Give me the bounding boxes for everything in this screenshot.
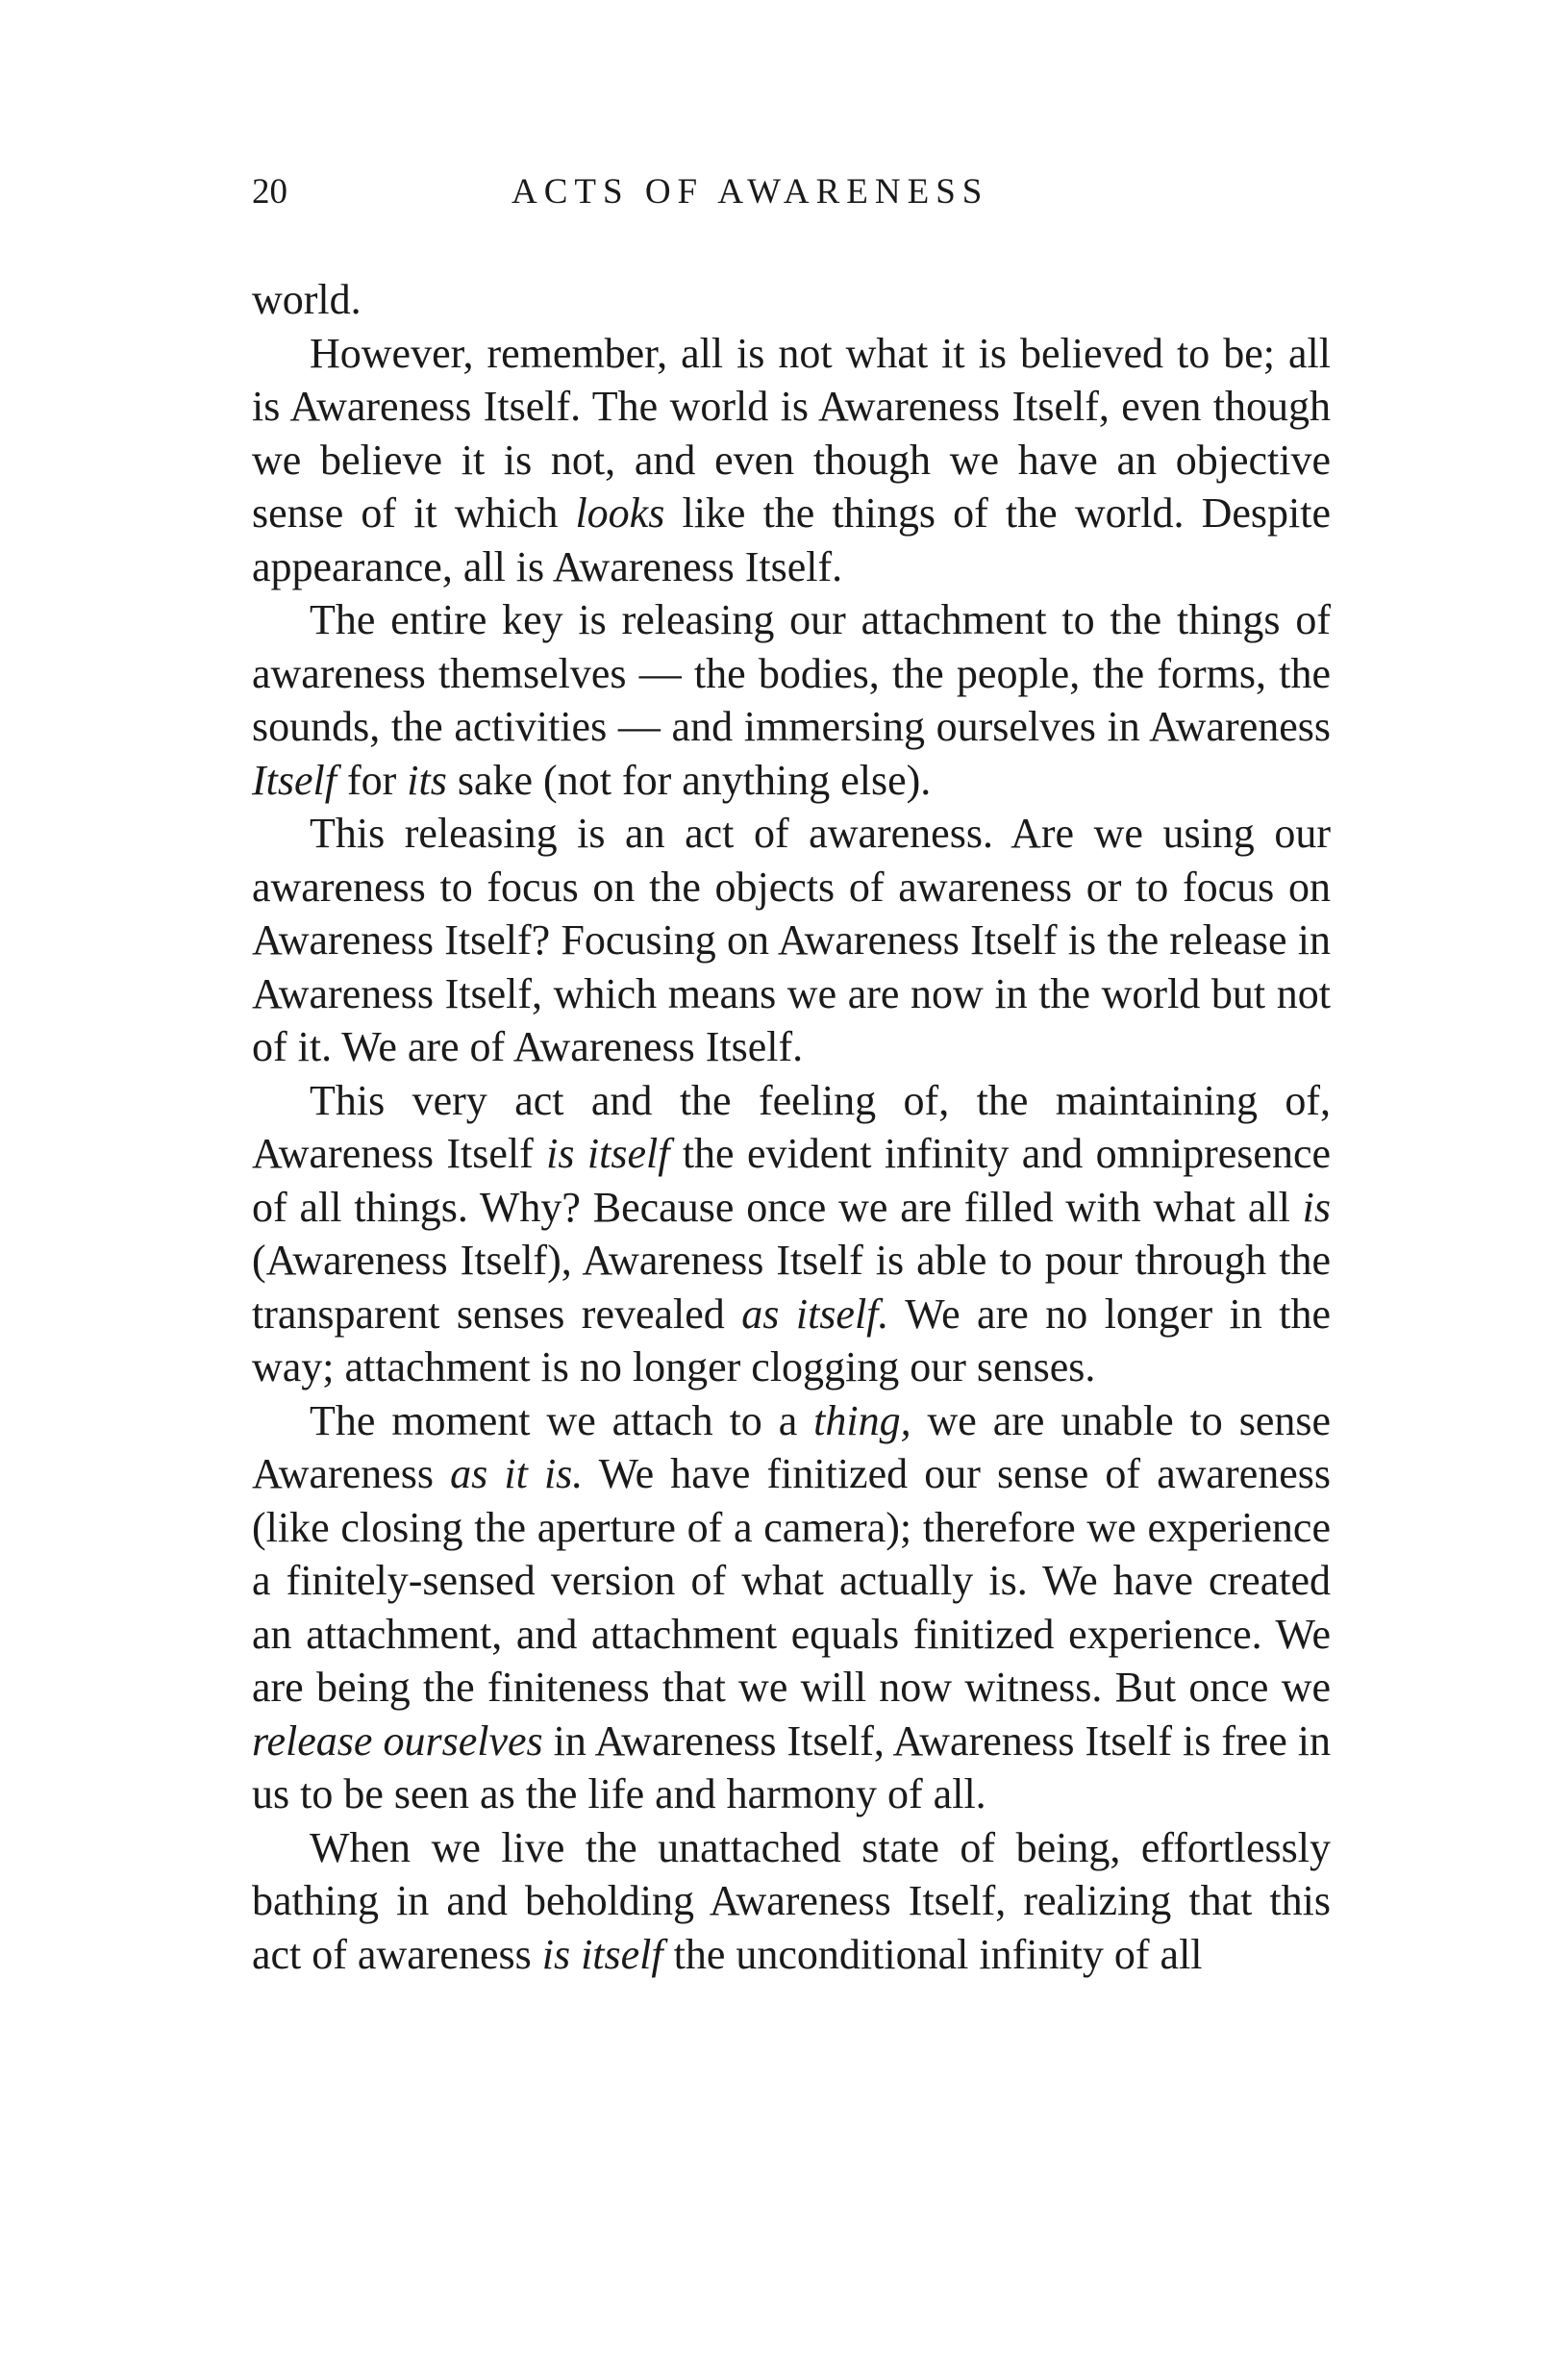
italic-text: thing, — [813, 1396, 911, 1444]
italic-text: is — [1302, 1183, 1331, 1231]
paragraph-text: like the things of the world. Despite appearance, all is Awareness Itself. — [252, 489, 1331, 590]
paragraph-text: we are unable to sense Awareness — [252, 1396, 1331, 1497]
paragraph-text: (Awareness Itself), Awareness Itself is able to pour through the transparent senses revealed — [252, 1237, 1331, 1338]
paragraph-text: We are no longer in the way; attachment is no longer clogging our senses. — [252, 1290, 1331, 1390]
paragraph-text: We have finitized our sense of awareness (like closing the aperture of a camera); therefore we experience a finitely-sensed version of what actually is. We have created an attachment, and attachment equals finitized experience. We are being the finiteness that we will now witness. But once we — [252, 1450, 1332, 1711]
italic-text: is itself — [546, 1130, 670, 1177]
paragraph-text: sake (not for anything else). — [446, 756, 932, 804]
paragraph-text: This very act and the feeling of, the maintaining of, Awareness Itself — [252, 1076, 1331, 1177]
paragraph-text: the unconditional infinity of all — [662, 1930, 1203, 1978]
italic-text: Itself — [252, 756, 337, 804]
paragraph-text: The entire key is releasing our attachment to the things of awareness themselves — the bodies, the people, the forms, the sounds, the activities — and immersing ourselves in Awareness — [252, 596, 1331, 750]
running-title: ACTS OF AWARENESS — [512, 172, 989, 212]
paragraph — [252, 1394, 1331, 1821]
paragraph-text: However, remember, all is not what it is believed to be; all is Awareness Itself. The world is Awareness Itself, even though we believe it is not, and even though we have an objective sense of it which — [252, 329, 1331, 537]
italic-text: release ourselves — [252, 1716, 543, 1765]
italic-text: looks — [575, 489, 665, 537]
paragraph — [252, 807, 1331, 1074]
italic-text: as it is. — [450, 1450, 584, 1497]
paragraph-text: in Awareness Itself, Awareness Itself is free in us to be seen as the life and harmony of all. — [252, 1716, 1331, 1817]
paragraph — [252, 1074, 1331, 1394]
paragraph-text: the evident infinity and omnipresence of all things. Why? Because once we are filled with what all — [252, 1130, 1331, 1231]
page-number: 20 — [252, 172, 287, 212]
paragraph — [252, 593, 1331, 807]
italic-text: its — [407, 756, 447, 804]
paragraph-text: This releasing is an act of awareness. Are we using our awareness to focus on the objects of awareness or to focus on Awareness Itself? Focusing on Awareness Itself is the release in Awareness Itself, which means we are now in the world but not of it. We are of Awareness Itself. — [252, 810, 1331, 1070]
italic-text: as itself. — [741, 1290, 889, 1338]
paragraph-text: The moment we attach to a — [310, 1396, 814, 1444]
paragraph — [252, 1821, 1331, 1982]
paragraph — [252, 327, 1331, 594]
paragraph-text: for — [336, 756, 408, 804]
paragraph-text: world. — [252, 276, 362, 323]
italic-text: is itself — [541, 1930, 663, 1978]
paragraph — [252, 273, 1331, 327]
running-header — [252, 163, 1329, 221]
paragraph-text: When we live the unattached state of being, effortlessly bathing in and beholding Awareness Itself, realizing that this act of awareness — [252, 1823, 1331, 1978]
body-text — [252, 273, 1331, 1981]
